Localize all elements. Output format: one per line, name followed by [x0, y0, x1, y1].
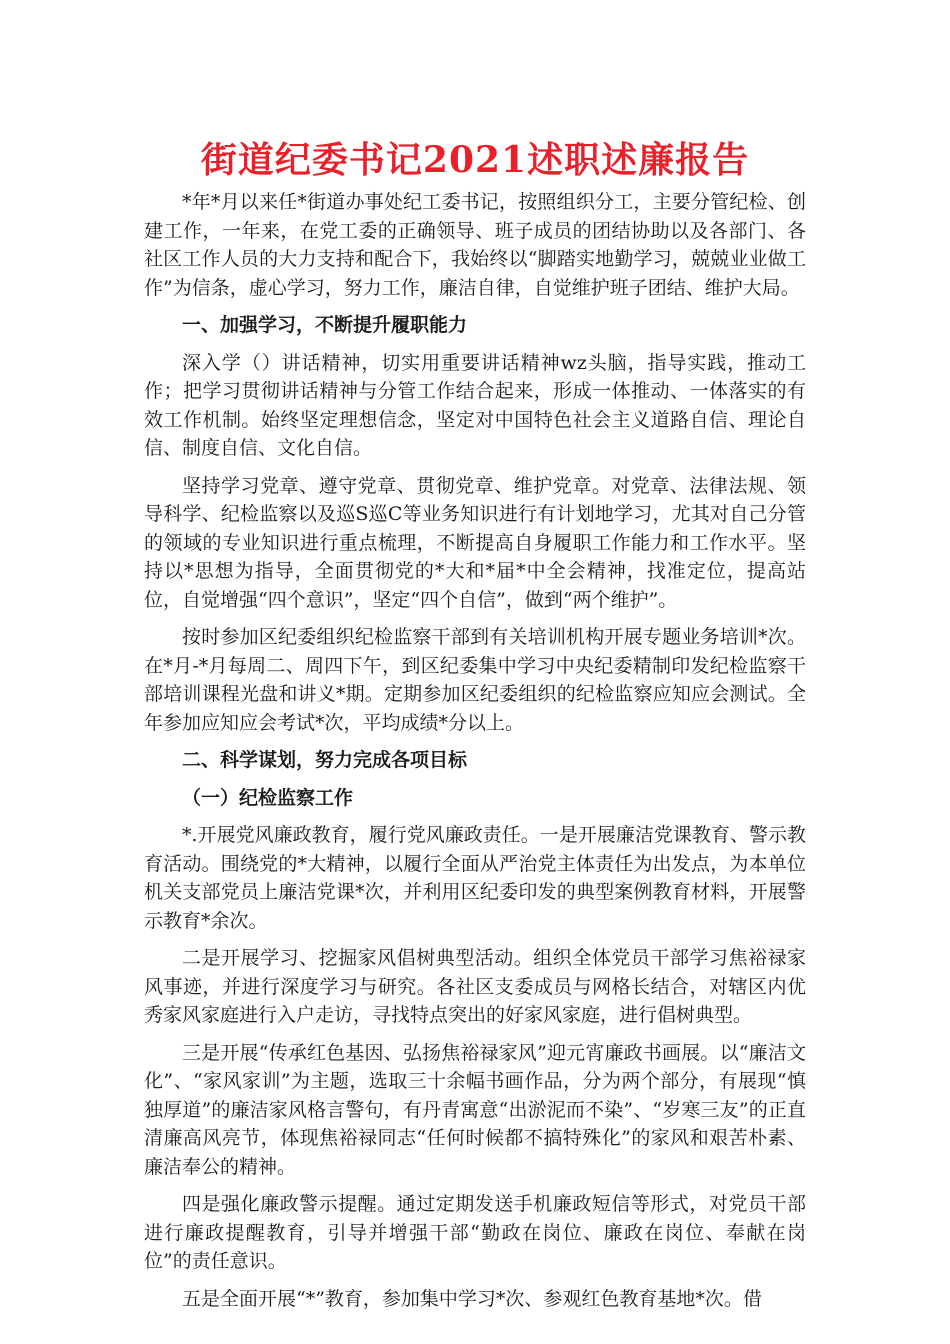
document-title: 街道纪委书记2021述职述廉报告	[200, 139, 750, 181]
paragraph: 五是全面开展“*”教育，参加集中学习*次、参观红色教育基地*次。借	[182, 1287, 762, 1310]
section-heading: 二、科学谋划，努力完成各项目标	[182, 749, 468, 771]
paragraph: *年*月以来任*街道办事处纪工委书记，按照组织分工，主要分管纪检、创建工作，一年来，在党工委的正确领导、班子成员的团结协助以及各部门、各社区工作人员的大力支持和配合下，我始终以“脚踏实地勤学习，兢兢业业做工作”为信条，虚心学习，努力工作，廉洁自律，自觉维护班子团结、维护大局。	[144, 191, 806, 299]
paragraph: 三是开展“传承红色基因、弘扬焦裕禄家风”迎元宵廉政书画展。以“廉洁文化”、“家风家训”为主题，选取三十余幅书画作品，分为两个部分，有展现“慎独厚道”的廉洁家风格言警句，有丹青寓意“出淤泥而不染”、“岁寒三友”的正直清廉高风亮节，体现焦裕禄同志“任何时候都不搞特殊化”的家风和艰苦朴素、廉洁奉公的精神。	[144, 1041, 806, 1178]
paragraph: 深入学（）讲话精神，切实用重要讲话精神wz头脑，指导实践，推动工作；把学习贯彻讲话精神与分管工作结合起来，形成一体推动、一体落实的有效工作机制。始终坚定理想信念，坚定对中国特色社会主义道路自信、理论自信、制度自信、文化自信。	[144, 351, 806, 459]
paragraph: 按时参加区纪委组织纪检监察干部到有关培训机构开展专题业务培训*次。在*月-*月每周二、周四下午，到区纪委集中学习中央纪委精制印发纪检监察干部培训课程光盘和讲义*期。定期参加区纪委组织的纪检监察应知应会测试。全年参加应知应会考试*次，平均成绩*分以上。	[144, 626, 806, 734]
section-heading: 一、加强学习，不断提升履职能力	[182, 314, 468, 336]
document-body	[144, 188, 806, 1322]
paragraph: 坚持学习党章、遵守党章、贯彻党章、维护党章。对党章、法律法规、领导科学、纪检监察以及巡S巡C等业务知识进行有计划地学习，尤其对自己分管的领域的专业知识进行重点梳理，不断提高自身履职工作能力和工作水平。坚持以*思想为指导，全面贯彻党的*大和*届*中全会精神，找准定位，提高站位，自觉增强“四个意识”，坚定“四个自信”，做到“两个维护”。	[144, 474, 806, 611]
subsection-heading: （一）纪检监察工作	[182, 786, 354, 809]
paragraph: 四是强化廉政警示提醒。通过定期发送手机廉政短信等形式，对党员干部进行廉政提醒教育，引导并增强干部“勤政在岗位、廉政在岗位、奉献在岗位”的责任意识。	[144, 1193, 806, 1272]
paragraph: 二是开展学习、挖掘家风倡树典型活动。组织全体党员干部学习焦裕禄家风事迹，并进行深度学习与研究。各社区支委成员与网格长结合，对辖区内优秀家风家庭进行入户走访，寻找特点突出的好家风家庭，进行倡树典型。	[144, 947, 806, 1026]
paragraph: *.开展党风廉政教育，履行党风廉政责任。一是开展廉洁党课教育、警示教育活动。围绕党的*大精神，以履行全面从严治党主体责任为出发点，为本单位机关支部党员上廉洁党课*次，并利用区纪委印发的典型案例教育材料，开展警示教育*余次。	[144, 824, 806, 932]
